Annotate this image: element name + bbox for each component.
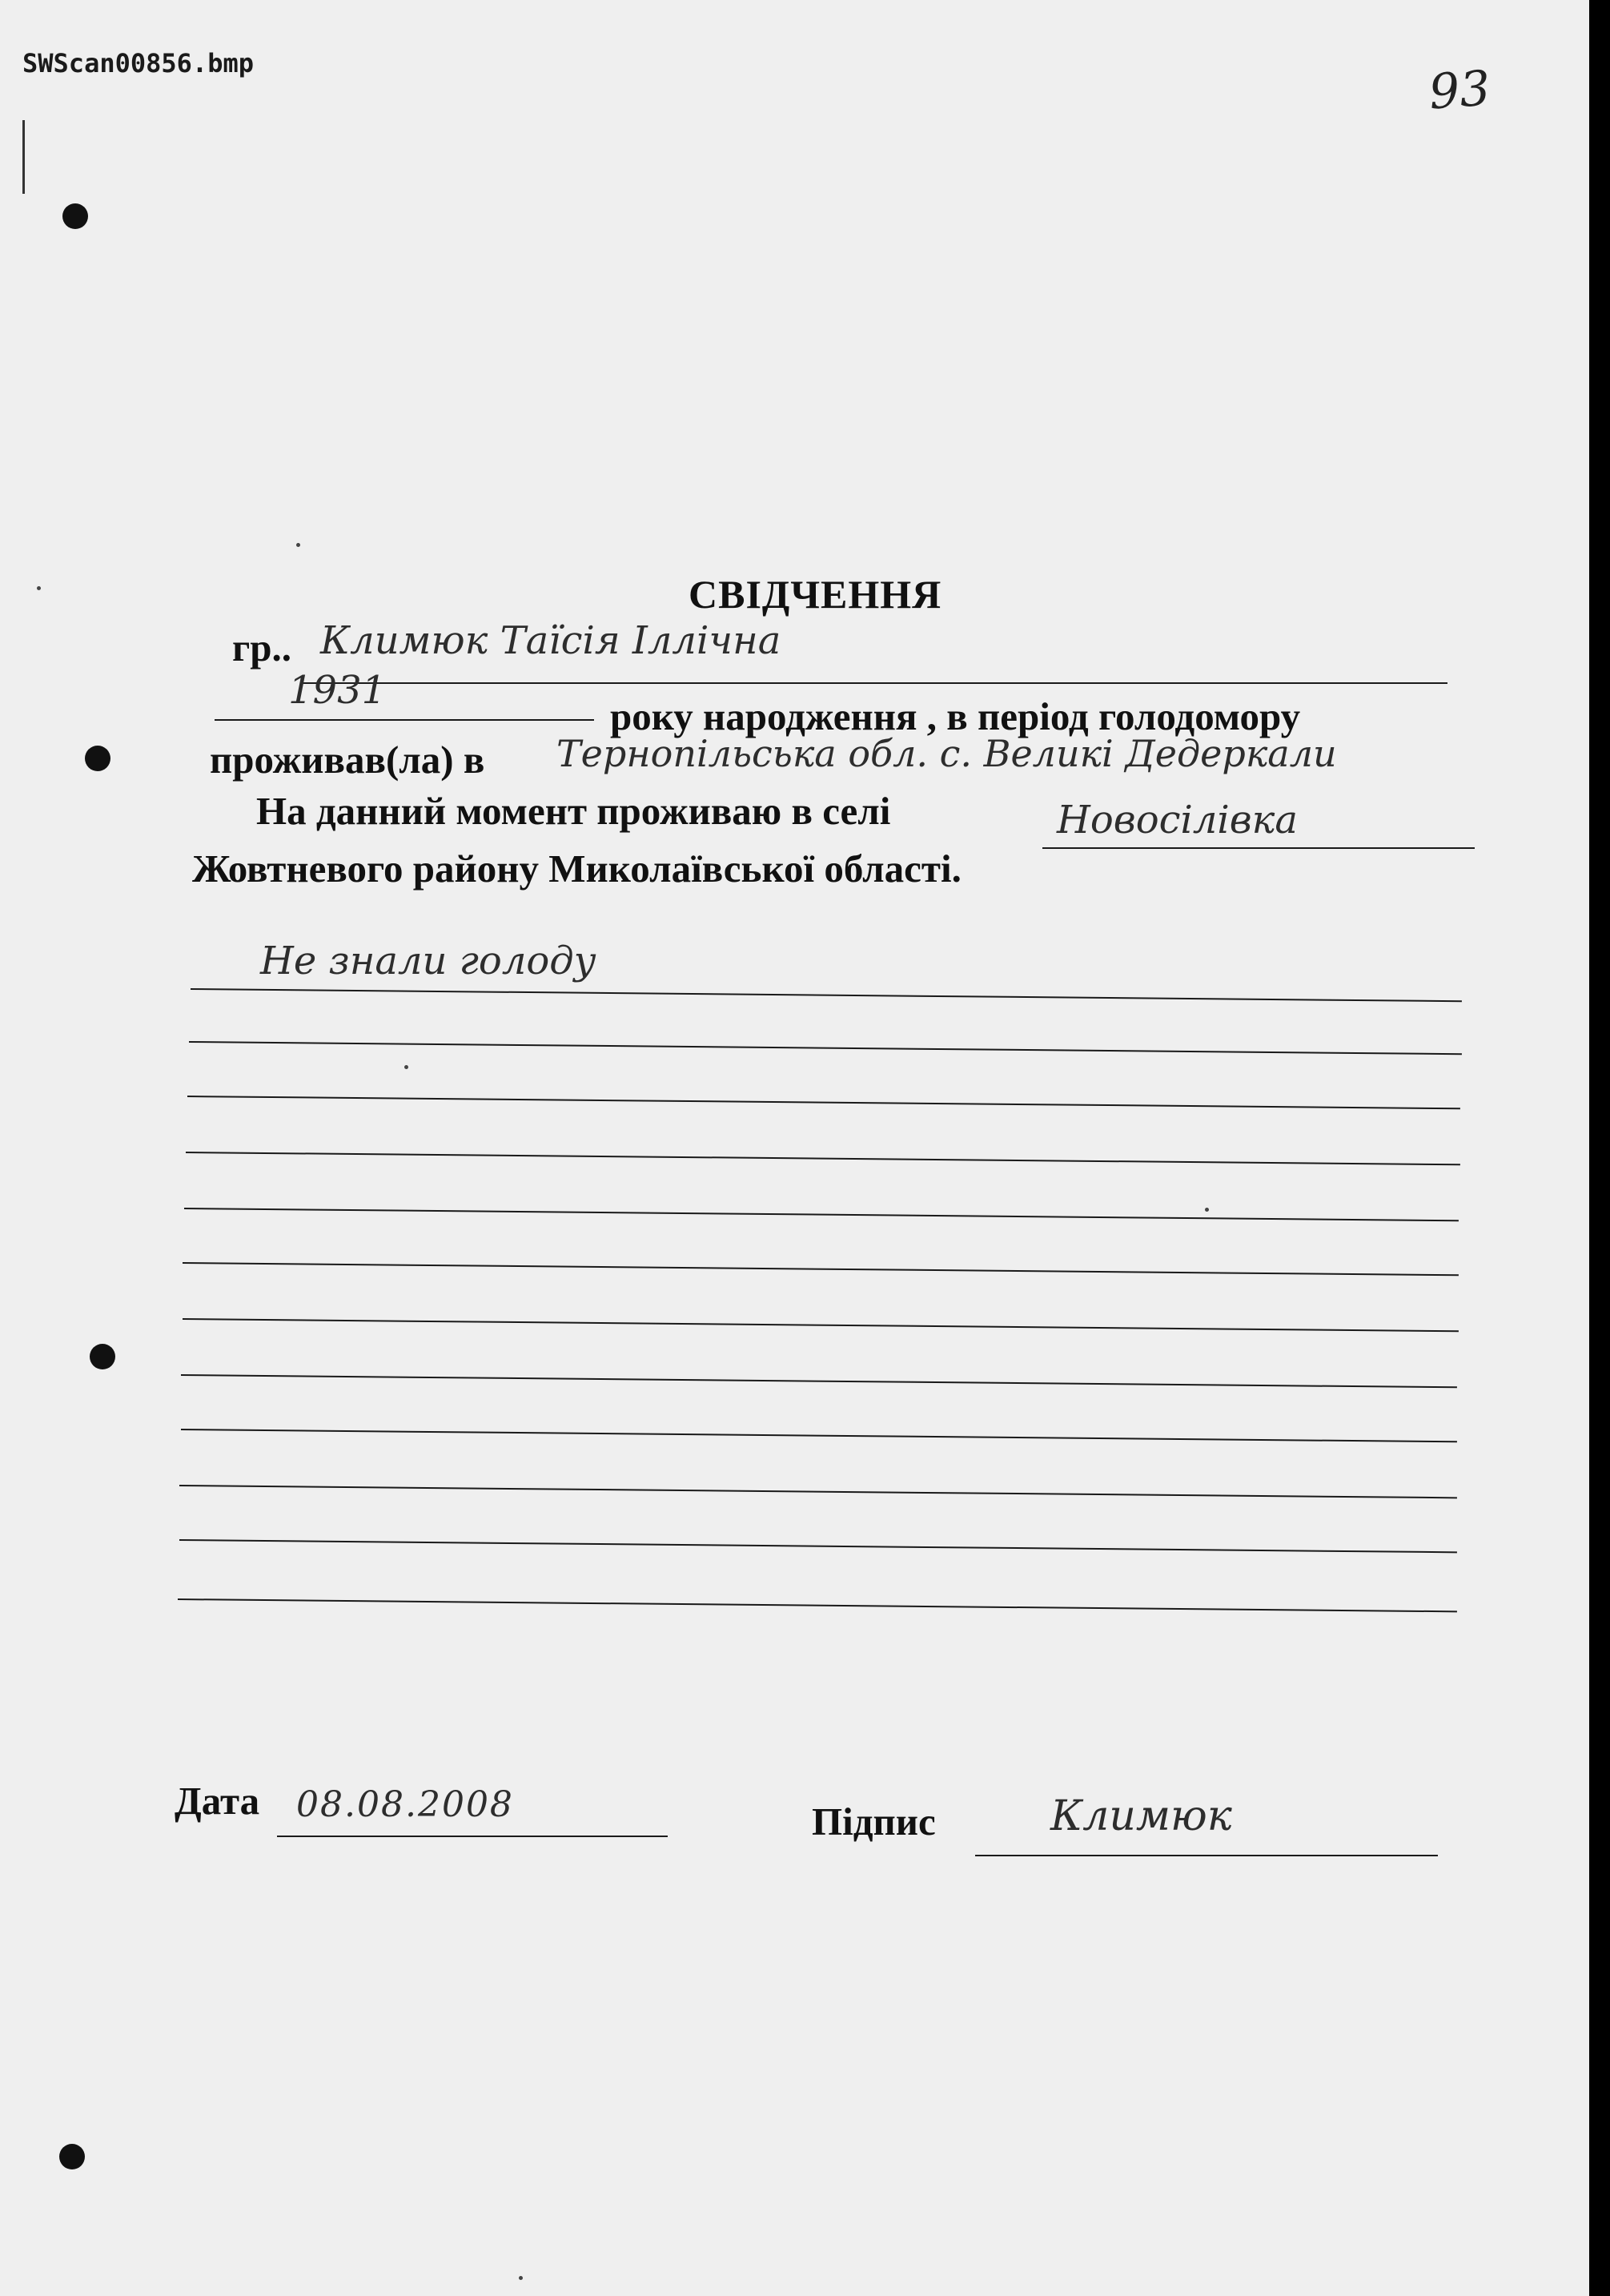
testimony-line xyxy=(183,1318,1459,1332)
punch-hole-icon xyxy=(59,2144,85,2169)
lived-place-field: Тернопільська обл. с. Великі Дедеркали xyxy=(556,732,1337,775)
testimony-line xyxy=(187,1096,1460,1109)
margin-rule xyxy=(22,120,25,194)
signature-label: Підпис xyxy=(812,1799,936,1844)
date-underline xyxy=(277,1836,668,1837)
citizen-name-underline xyxy=(303,682,1447,684)
testimony-line xyxy=(183,1262,1459,1276)
testimony-line xyxy=(191,988,1462,1002)
scan-speck xyxy=(296,543,300,547)
lived-label: проживав(ла) в xyxy=(210,738,485,782)
testimony-line xyxy=(189,1041,1462,1055)
district-label: Жовтневого району Миколаївської області. xyxy=(192,846,962,891)
signature-field: Климюк xyxy=(1050,1792,1232,1840)
testimony-line xyxy=(181,1374,1457,1388)
current-residence-label: На данний момент проживаю в селі xyxy=(256,789,891,833)
current-village-underline xyxy=(1042,847,1475,849)
testimony-line xyxy=(186,1152,1460,1165)
scan-speck xyxy=(519,2276,523,2280)
punch-hole-icon xyxy=(62,203,88,229)
citizen-name-field: Климюк Таїсія Іллічна xyxy=(320,618,781,663)
date-field: 08.08.2008 xyxy=(296,1784,514,1825)
handwritten-page-number: 93 xyxy=(1427,60,1492,121)
testimony-line xyxy=(178,1598,1457,1612)
scan-filename: SWScan00856.bmp xyxy=(22,48,254,78)
scan-speck xyxy=(37,586,41,590)
citizen-prefix-label: гр.. xyxy=(232,625,292,669)
birth-year-field: 1931 xyxy=(288,668,387,713)
testimony-text: Не знали голоду xyxy=(260,939,596,983)
testimony-line xyxy=(179,1485,1457,1498)
testimony-line xyxy=(181,1429,1457,1442)
scan-speck xyxy=(1205,1208,1209,1212)
current-village-field: Новосілівка xyxy=(1057,798,1298,842)
date-label: Дата xyxy=(175,1779,260,1823)
document-title: СВІДЧЕННЯ xyxy=(689,572,942,617)
punch-hole-icon xyxy=(85,746,110,771)
birth-year-label: року народження , в період голодомору xyxy=(610,694,1301,738)
punch-hole-icon xyxy=(90,1344,115,1369)
birth-year-underline xyxy=(215,719,594,721)
scan-speck xyxy=(404,1065,408,1069)
testimony-line xyxy=(179,1539,1457,1553)
signature-underline xyxy=(975,1855,1438,1856)
testimony-line xyxy=(184,1208,1459,1221)
